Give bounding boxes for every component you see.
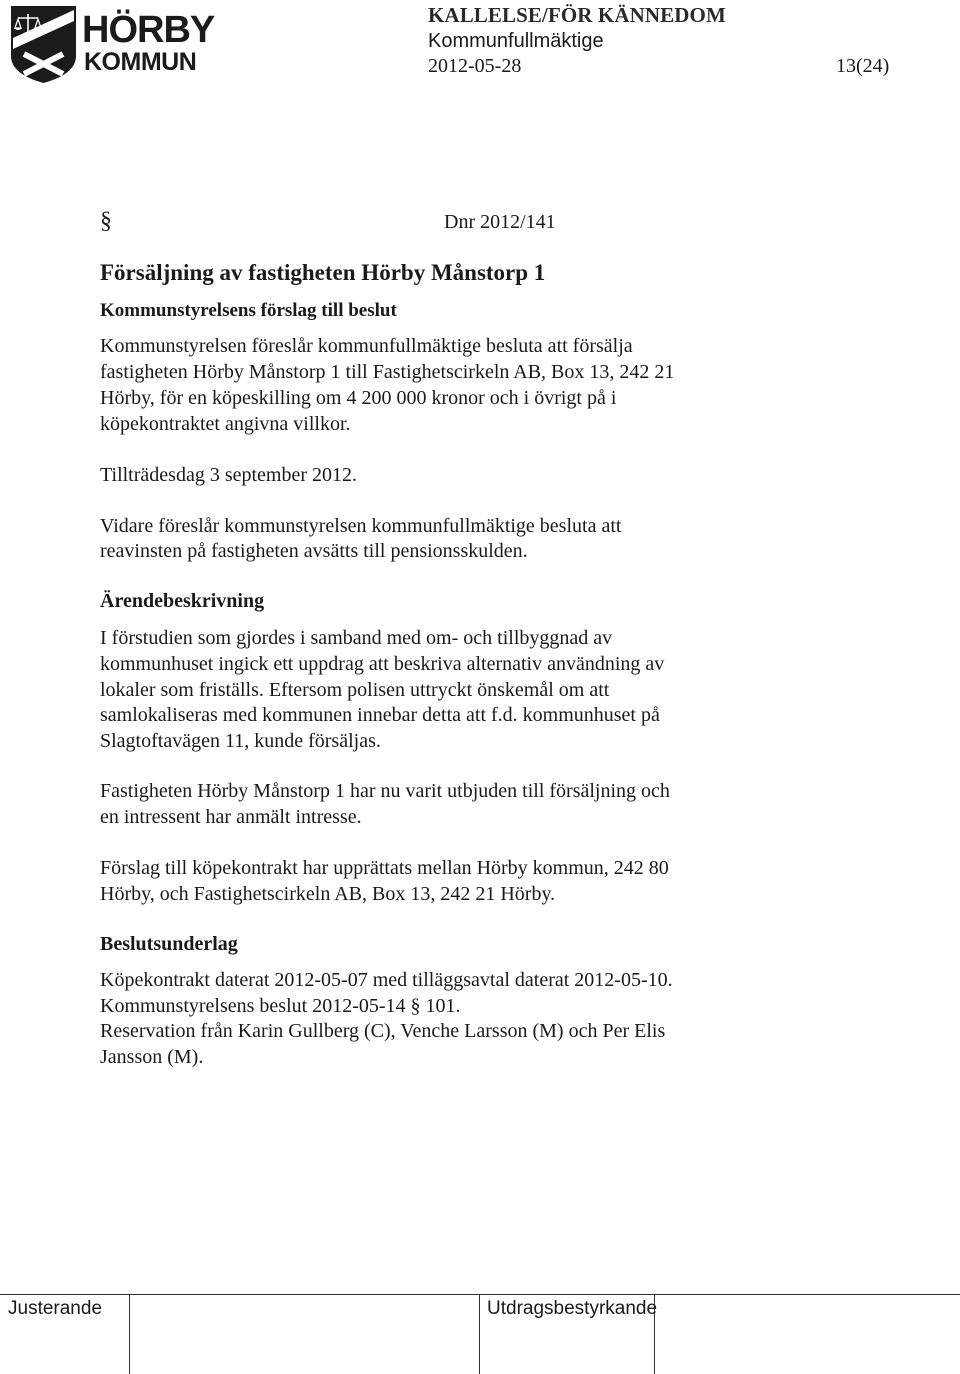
basis-line: Kommunstyrelsens beslut 2012-05-14 § 101. [100,995,461,1017]
description-line: Fastigheten Hörby Månstorp 1 har nu varit utbjuden till försäljning och [100,780,670,802]
utdragsbestyrkande-label: Utdragsbestyrkande [487,1298,658,1319]
municipality-logo [8,4,215,84]
footer-separator [479,1294,480,1374]
access-date: Tillträdesdag 3 september 2012. [100,464,358,486]
justerande-label: Justerande [8,1298,103,1319]
meeting-date: 2012-05-28 [428,55,522,77]
proposal-line: Hörby, för en köpeskilling om 4 200 000 kronor och i övrigt på i [100,387,617,409]
further-proposal-line: reavinsten på fastigheten avsätts till pensionsskulden. [100,540,528,562]
signature-footer [0,1294,960,1374]
meeting-body: Kommunfullmäktige [428,30,604,52]
paragraph-sign: § [100,208,112,234]
proposal-line: fastigheten Hörby Månstorp 1 till Fastighetscirkeln AB, Box 13, 242 21 [100,361,675,383]
proposal-line: Kommunstyrelsen föreslår kommunfullmäktige besluta att försälja [100,335,633,357]
description-line: Hörby, och Fastighetscirkeln AB, Box 13, 242 21 Hörby. [100,883,556,905]
description-line: en intressent har anmält intresse. [100,806,362,828]
proposal-heading: Kommunstyrelsens förslag till beslut [100,300,397,321]
description-line: Förslag till köpekontrakt har upprättats mellan Hörby kommun, 242 80 [100,857,669,879]
basis-line: Köpekontrakt daterat 2012-05-07 med tilläggsavtal daterat 2012-05-10. [100,969,673,991]
description-line: samlokaliseras med kommunen innebar detta att f.d. kommunhuset på [100,704,660,726]
proposal-line: köpekontraktet angivna villkor. [100,413,351,435]
basis-line: Jansson (M). [100,1046,204,1068]
footer-separator [129,1294,130,1374]
basis-heading: Beslutsunderlag [100,933,238,955]
description-line: kommunhuset ingick ett uppdrag att beskriva alternativ användning av [100,653,665,675]
case-title: Försäljning av fastigheten Hörby Månstorp 1 [100,260,546,285]
page-number: 13(24) [836,55,890,77]
description-line: lokaler som friställs. Eftersom polisen uttryckt önskemål om att [100,679,610,701]
svg-text:KOMMUN: KOMMUN [84,48,197,76]
further-proposal-line: Vidare föreslår kommunstyrelsen kommunfullmäktige besluta att [100,515,622,537]
description-heading: Ärendebeskrivning [100,590,265,612]
footer-divider [0,1294,960,1295]
description-line: Slagtoftavägen 11, kunde försäljas. [100,730,381,752]
svg-text:HÖRBY: HÖRBY [82,9,215,51]
basis-line: Reservation från Karin Gullberg (C), Venche Larsson (M) och Per Elis [100,1020,666,1042]
document-type-title: KALLELSE/FÖR KÄNNEDOM [428,3,726,27]
case-number: Dnr 2012/141 [444,211,556,233]
description-line: I förstudien som gjordes i samband med om- och tillbyggnad av [100,627,613,649]
